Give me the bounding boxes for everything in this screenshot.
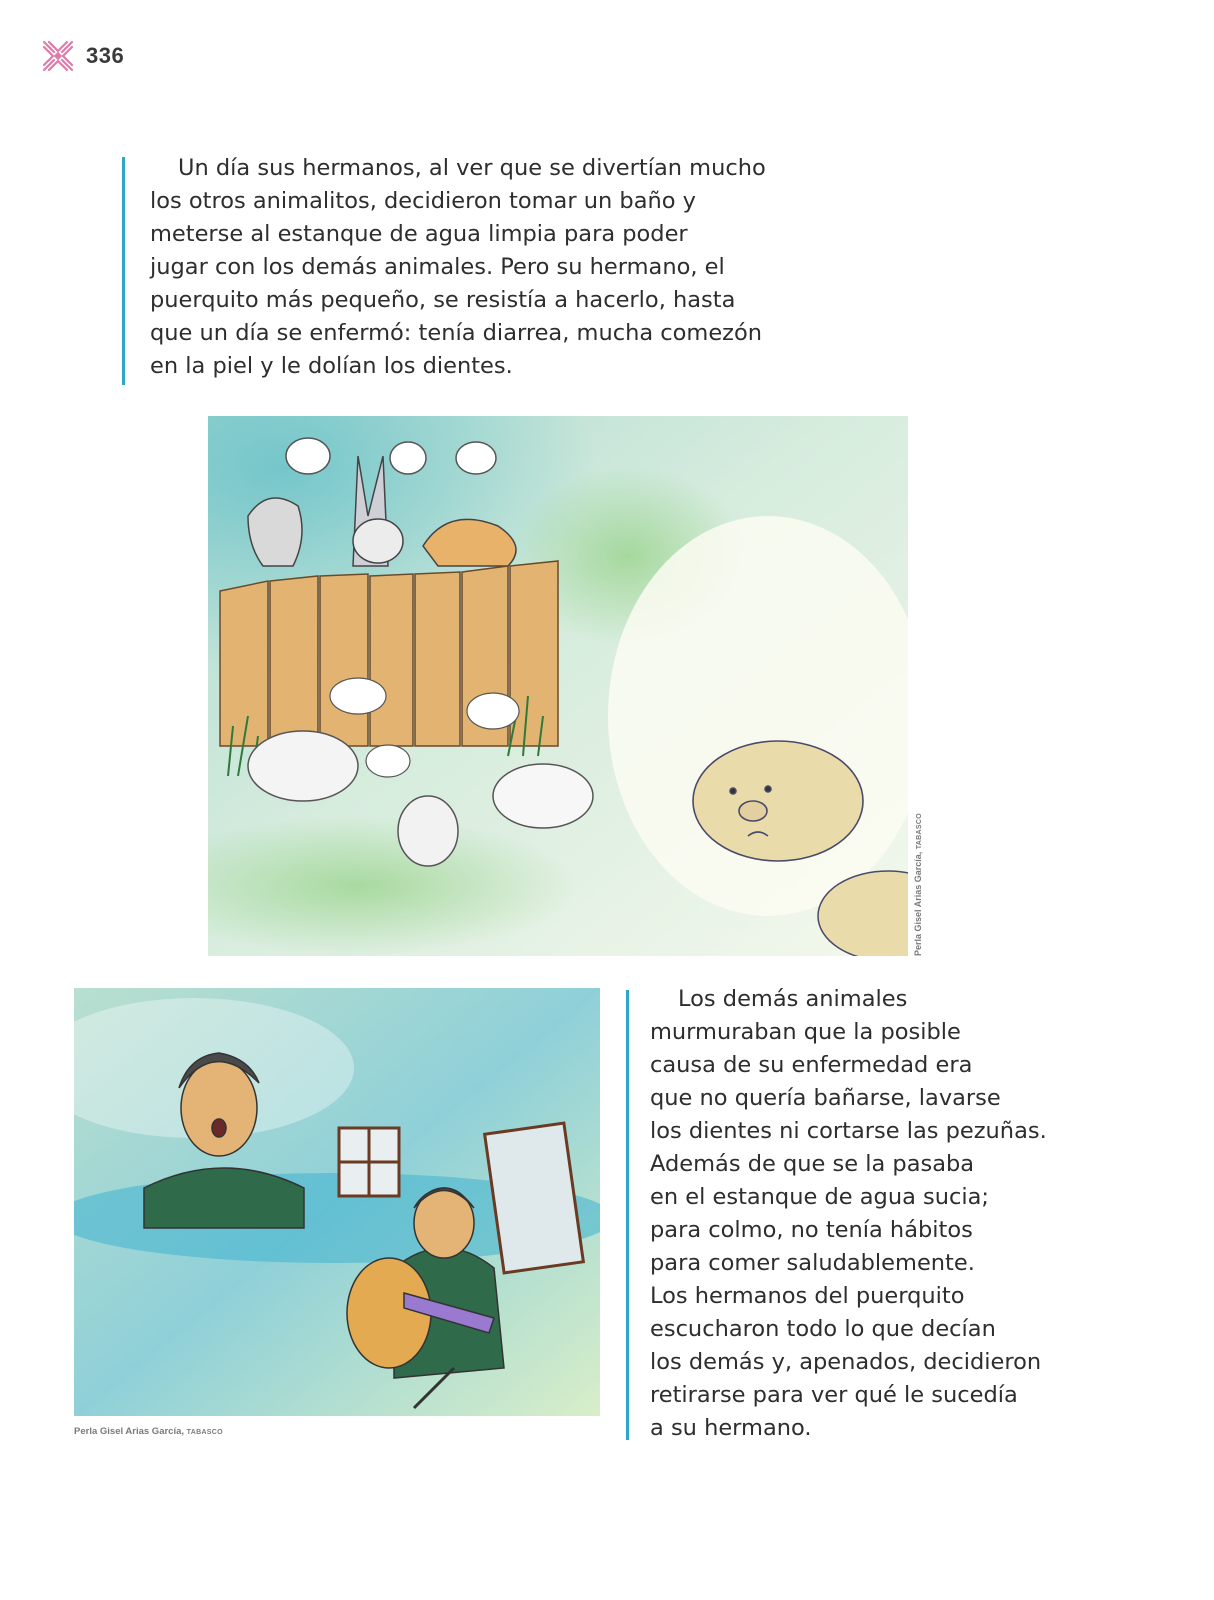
paragraph-line: que no quería bañarse, lavarse [650,1085,1001,1111]
credit-name: Perla Gisel Arias García, [913,851,923,956]
illustration-veterinarian [74,988,600,1416]
vet-scene-drawing [74,988,600,1416]
paragraph-line: para colmo, no tenía hábitos [650,1217,973,1243]
illustration-credit [74,1426,223,1437]
paragraph-line: escucharon todo lo que decían [650,1316,996,1342]
paragraph-line: meterse al estanque de agua limpia para poder [150,221,688,247]
credit-state: TABASCO [186,1429,223,1436]
paragraph-line: para comer saludablemente. [650,1250,975,1276]
accent-bar-bottom [626,990,629,1440]
paragraph-line: puerquito más pequeño, se resistía a hacerlo, hasta [150,287,736,313]
paragraph-line: murmuraban que la posible [650,1019,961,1045]
paragraph-line: en la piel y le dolían los dientes. [150,353,513,379]
page-header [40,38,124,74]
paragraph-1 [150,152,830,383]
paragraph-line: Los demás animales [678,986,908,1012]
paragraph-line: Además de que se la pasaba [650,1151,975,1177]
illustration-farm-animals [208,416,908,956]
paragraph-line: causa de su enfermedad era [650,1052,973,1078]
paragraph-line: que un día se enfermó: tenía diarrea, mucha comezón [150,320,763,346]
paragraph-line: retirarse para ver qué le sucedía [650,1382,1018,1408]
paragraph-2 [650,983,1090,1445]
paragraph-line: los dientes ni cortarse las pezuñas. [650,1118,1047,1144]
credit-state: TABASCO [916,813,923,850]
page-number: 336 [86,43,125,68]
paragraph-line: los demás y, apenados, decidieron [650,1349,1042,1375]
paragraph-line: Un día sus hermanos, al ver que se divertían mucho [178,155,766,181]
farm-scene-drawing [208,416,908,956]
paragraph-line: Los hermanos del puerquito [650,1283,965,1309]
paragraph-line: los otros animalitos, decidieron tomar un baño y [150,188,696,214]
pink-flower-logo-icon [40,38,76,74]
illustration-credit-vertical [913,813,923,956]
paragraph-line: en el estanque de agua sucia; [650,1184,989,1210]
paragraph-line: jugar con los demás animales. Pero su hermano, el [150,254,725,280]
accent-bar-top [122,157,125,385]
credit-name: Perla Gisel Arias García, [74,1426,185,1437]
paragraph-line: a su hermano. [650,1415,812,1441]
